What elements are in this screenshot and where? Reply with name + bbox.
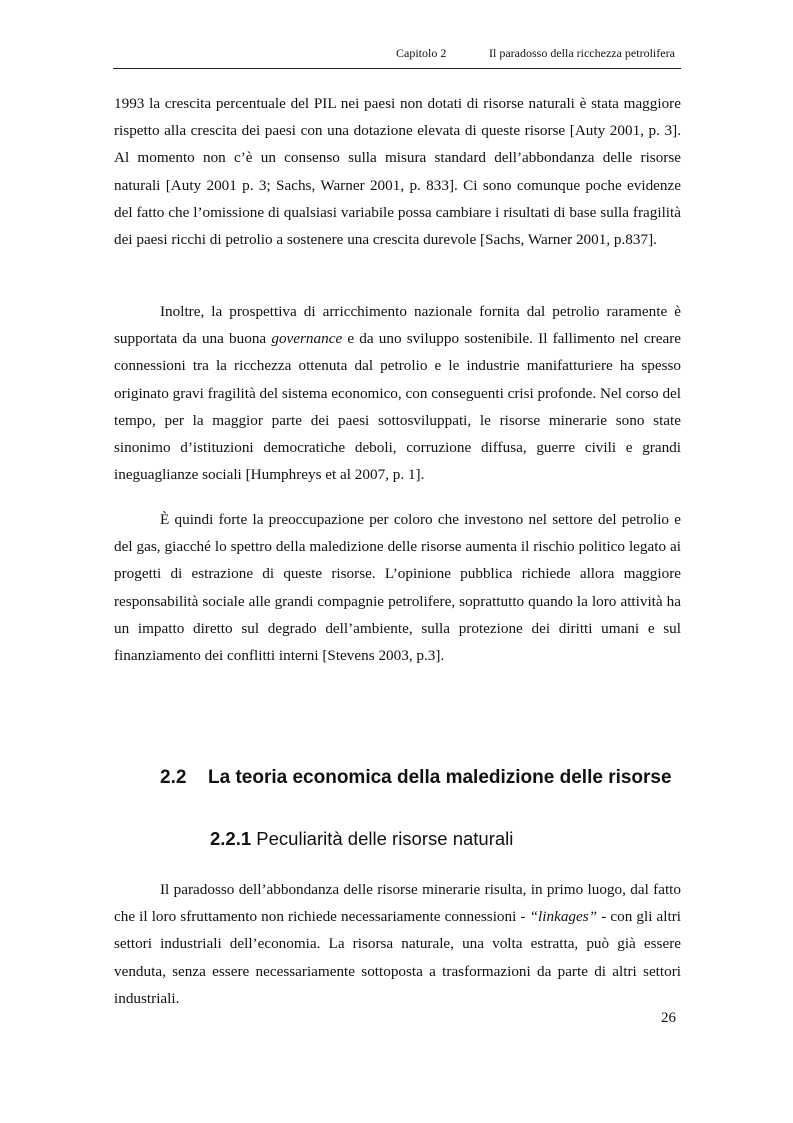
page-number: 26 xyxy=(661,1010,676,1026)
subsection-title: Peculiarità delle risorse naturali xyxy=(256,828,514,849)
header-chapter: Capitolo 2 xyxy=(396,46,447,60)
header-title: Il paradosso della ricchezza petrolifera xyxy=(489,46,675,60)
subsection-number: 2.2.1 xyxy=(210,828,252,849)
section-title: La teoria economica della maledizione delle risorse xyxy=(208,767,672,788)
paragraph-4-emphasis: “linkages” xyxy=(529,908,598,926)
paragraph-2 xyxy=(114,298,681,488)
paragraph-4-text-b: - con gli altri settori industriali dell’economia. La risorsa naturale, una volta estratta, può già essere venduta, senza essere necessariamente sottoposta a trasformazioni da parte di altri settori industriali. xyxy=(114,908,682,1007)
paragraph-3: È quindi forte la preoccupazione per coloro che investono nel settore del petrolio e del gas, giacché lo spettro della maledizione delle risorse aumenta il rischio politico legato ai progetti di estrazione di queste risorse. L’opinione pubblica richiede allora maggiore responsabilità sociale alle grandi compagnie petrolifere, soprattutto quando la loro attività ha un impatto diretto sul degrado dell’ambiente, sulla protezione dei diritti umani e sul finanziamento dei conflitti interni [Stevens 2003, p.3]. xyxy=(114,511,681,665)
paragraph-4 xyxy=(114,876,681,1012)
paragraph-2-text-a: Inoltre, la prospettiva di arricchimento nazionale fornita dal petrolio raramente è supportata da una buona xyxy=(114,303,681,348)
subsection-heading xyxy=(210,828,513,850)
paragraph-4-text-a: Il paradosso dell’abbondanza delle risorse minerarie risulta, in primo luogo, dal fatto che il loro sfruttamento non richiede necessariamente connessioni - xyxy=(114,881,681,926)
running-header xyxy=(0,46,793,64)
header-rule xyxy=(113,68,681,69)
paragraph-2-emphasis: governance xyxy=(271,330,343,348)
paragraph-2-text-b: e da uno sviluppo sostenibile. Il fallimento nel creare connessioni tra la ricchezza ottenuta dal petrolio e le industrie manifatturiere ha spesso originato gravi fragilità del sistema economico, con conseguenti crisi profonde. Nel corso del tempo, per la maggior parte dei paesi sottosviluppati, le risorse minerarie sono state sinonimo d’istituzioni democratiche deboli, corruzione diffusa, guerre civili e grandi ineguaglianze sociali [Humphreys et al 2007, p. 1]. xyxy=(114,330,681,484)
paragraph-1: 1993 la crescita percentuale del PIL nei paesi non dotati di risorse naturali è stata maggiore rispetto alla crescita dei paesi con una dotazione elevata di queste risorse [Auty 2001, p. 3]. Al momento non c’è un consenso sulla misura standard dell’abbondanza delle risorse naturali [Auty 2001 p. 3; Sachs, Warner 2001, p. 833]. Ci sono comunque poche evidenze del fatto che l’omissione di qualsiasi variabile possa cambiare i risultati di base sulla fragilità dei paesi ricchi di petrolio a sostenere una crescita durevole [Sachs, Warner 2001, p.837]. xyxy=(114,95,681,249)
section-heading xyxy=(160,767,672,789)
section-number: 2.2 xyxy=(160,767,187,788)
